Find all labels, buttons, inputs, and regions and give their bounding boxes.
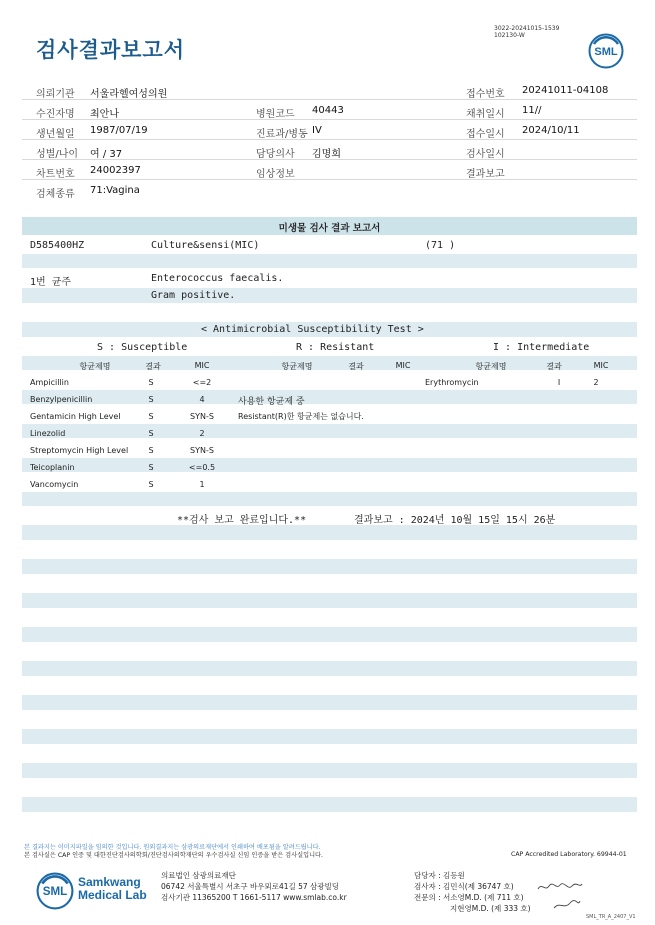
report-title: 검사결과보고서	[36, 38, 186, 62]
drug-mic: <=2	[192, 378, 212, 387]
stripe	[22, 288, 637, 303]
col-mic-header: MIC	[593, 361, 609, 370]
chart-number: 24002397	[90, 165, 141, 176]
drug-mic: 2	[593, 378, 599, 387]
stripe	[22, 763, 637, 778]
drug-name: Gentamicin High Level	[30, 412, 121, 421]
drug-mic: <=0.5	[188, 463, 216, 472]
doctor: 김명희	[312, 149, 341, 160]
birth-date: 1987/07/19	[90, 125, 148, 136]
sml-logo-icon	[36, 872, 74, 910]
drug-result: S	[148, 429, 154, 438]
col-drug-header: 항균제명	[281, 362, 313, 371]
legend-resistant: R : Resistant	[296, 342, 375, 353]
drug-mic: 4	[199, 395, 205, 404]
stripe	[22, 627, 637, 642]
info-row-5: 차트번호 24002397 임상정보 결과보고	[22, 160, 637, 180]
info-row-3: 생년월일 1987/07/19 진료과/병동 IV 접수일시 2024/10/11	[22, 120, 637, 140]
col-result-header: 결과	[546, 362, 562, 371]
legend-susceptible: S : Susceptible	[97, 342, 188, 353]
svg-text:SML: SML	[594, 46, 618, 58]
stripe	[22, 525, 637, 540]
signature-icon	[552, 898, 582, 912]
form-number: SML_TR_A_2407_V1	[586, 914, 636, 920]
stripe	[22, 390, 637, 404]
completion-message: **검사 보고 완료입니다.**	[177, 515, 307, 526]
drug-result: S	[148, 463, 154, 472]
footnote: 본 결과지는 이미지파일을 임의한 것입니다. 원외결과지는 삼광의료재단에서 인쇄하여 배포됨을 알려드립니다.	[24, 844, 321, 851]
drug-mic: 1	[199, 480, 205, 489]
department: IV	[312, 125, 322, 136]
drug-name: Streptomycin High Level	[30, 446, 129, 455]
collection-date: 11//	[522, 105, 542, 116]
section-title: 미생물 검사 결과 보고서	[22, 217, 637, 235]
stripe	[22, 559, 637, 574]
col-result-header: 결과	[348, 362, 364, 371]
test-name: Culture&sensi(MIC)	[151, 240, 260, 251]
resistance-note: 사용한 항균제 중	[238, 397, 305, 407]
stripe	[22, 797, 637, 812]
staff-info: 담당자 : 김등원 검사자 : 김민식(제 36747 호) 전문의 : 서소영M.D. (제 711 호) 지현영M.D. (제 333 호)	[414, 871, 531, 913]
receipt-number: 20241011-04108	[522, 85, 609, 96]
specimen-type: 71:Vagina	[90, 185, 140, 196]
footnote: 본 검사실은 CAP 인증 및 대한진단검사의학회/진단검사의학재단의 우수검사실 신임 인증을 받은 검사실입니다.	[24, 852, 323, 859]
col-result-header: 결과	[145, 362, 161, 371]
organism-label: 1번 균주	[30, 277, 72, 288]
drug-result: I	[557, 378, 561, 387]
info-row-4: 성별/나이 여 / 37 담당의사 김명희 검사일시	[22, 140, 637, 160]
stripe	[22, 458, 637, 472]
cap-accreditation: CAP Accredited Laboratory. 69944-01	[511, 851, 627, 858]
signature-icon	[536, 880, 584, 894]
organism-name: Enterococcus faecalis.	[151, 273, 284, 284]
stripe	[22, 661, 637, 676]
ast-title: < Antimicrobial Susceptibility Test >	[201, 324, 424, 335]
col-mic-header: MIC	[194, 361, 210, 370]
drug-result: S	[148, 446, 154, 455]
stripe	[22, 729, 637, 744]
legend-intermediate: I : Intermediate	[493, 342, 590, 353]
receipt-date: 2024/10/11	[522, 125, 580, 136]
drug-result: S	[148, 412, 154, 421]
drug-name: Ampicillin	[30, 378, 69, 387]
drug-name: Benzylpenicillin	[30, 395, 93, 404]
info-row-2: 수진자명 최안나 병원코드 40443 채취일시 11//	[22, 100, 637, 120]
test-code: D585400HZ	[30, 240, 85, 251]
stripe	[22, 424, 637, 438]
institution: 서울라헬여성의원	[90, 89, 168, 100]
drug-result: S	[148, 395, 154, 404]
col-drug-header: 항균제명	[475, 362, 507, 371]
brand-name: Samkwang Medical Lab	[78, 875, 147, 902]
drug-result: S	[148, 378, 154, 387]
sex-age: 여 / 37	[90, 149, 123, 160]
stripe	[22, 695, 637, 710]
stripe	[22, 254, 637, 268]
drug-mic: SYN-S	[190, 412, 214, 421]
info-row-6: 검체종류 71:Vagina	[36, 185, 140, 200]
gram-stain: Gram positive.	[151, 290, 236, 301]
col-drug-header: 항균제명	[79, 362, 111, 371]
info-row-1: 의뢰기관 서울라헬여성의원 접수번호 20241011-04108	[22, 80, 637, 100]
svg-text:SML: SML	[42, 885, 68, 899]
hospital-code: 40443	[312, 105, 344, 116]
drug-name: Teicoplanin	[30, 463, 75, 472]
drug-name: Vancomycin	[30, 480, 79, 489]
stripe	[22, 492, 637, 506]
test-number: (71 )	[425, 240, 456, 251]
stripe	[22, 593, 637, 608]
col-mic-header: MIC	[395, 361, 411, 370]
drug-result: S	[148, 480, 154, 489]
document-id: 3022-20241015-1539 102130-W	[494, 25, 560, 39]
resistance-note: Resistant(R)한 항균제는 없습니다.	[238, 412, 364, 421]
drug-name: Linezolid	[30, 429, 66, 438]
drug-name: Erythromycin	[425, 378, 479, 387]
sml-logo-icon	[588, 33, 624, 69]
lab-info: 의료법인 삼광의료재단 06742 서울특별시 서초구 바우뫼로41길 57 삼광빌딩 검사기관 11365200 T 1661-5117 www.smlab.co.kr	[161, 871, 347, 902]
report-time: 결과보고 : 2024년 10월 15일 15시 26분	[354, 515, 556, 526]
patient-name: 최안나	[90, 109, 119, 120]
drug-mic: SYN-S	[190, 446, 214, 455]
drug-mic: 2	[199, 429, 205, 438]
